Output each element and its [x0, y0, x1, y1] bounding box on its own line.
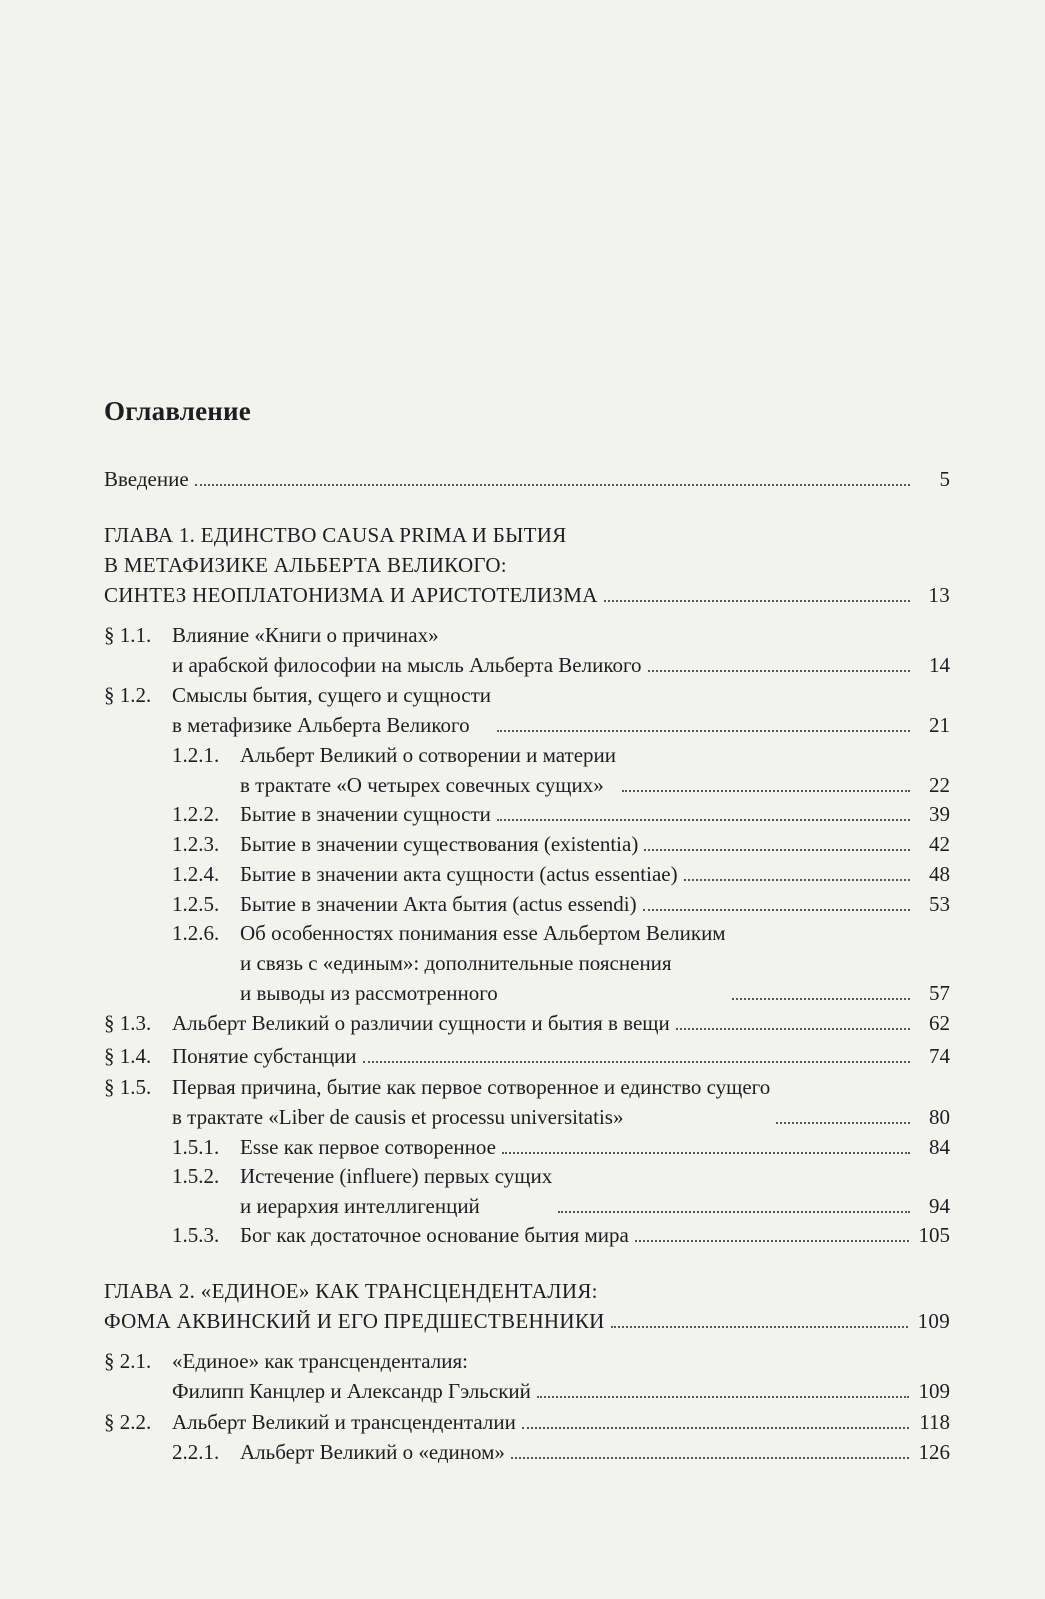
entry-text: Понятие субстанции — [172, 1044, 357, 1068]
entry-page: 53 — [929, 892, 950, 916]
entry-text: Смыслы бытия, сущего и сущности в метафизике Альберта Великого — [172, 683, 492, 737]
entry-number: 1.2.4. — [172, 862, 220, 886]
toc-entry — [172, 889, 950, 919]
entry-text: Влияние «Книги о причинах» и арабской философии на мысль Альберта Великого — [172, 623, 642, 677]
dot-leader — [643, 909, 910, 911]
entry-text: Альберт Великий о различии сущности и бытия в вещи — [172, 1011, 670, 1035]
entry-page: 84 — [929, 1135, 950, 1159]
dot-leader — [644, 849, 910, 851]
dot-leader — [511, 1457, 909, 1459]
entry-page: 22 — [929, 773, 950, 797]
toc-entry — [104, 1041, 950, 1071]
entry-number: 1.2.3. — [172, 832, 220, 856]
entry-page: 126 — [918, 1440, 950, 1464]
entry-page: 14 — [929, 653, 950, 677]
dot-leader — [676, 1028, 910, 1030]
entry-number: § 1.4. — [104, 1044, 152, 1068]
entry-page: 105 — [918, 1223, 950, 1247]
toc-entry — [104, 1346, 950, 1406]
entry-number: 1.2.1. — [172, 743, 220, 767]
entry-number: 1.2.2. — [172, 802, 220, 826]
entry-page: 39 — [929, 802, 950, 826]
entry-number: § 1.5. — [104, 1075, 152, 1099]
toc-entry — [172, 799, 950, 829]
entry-text: «Единое» как трансценденталия: Филипп Канцлер и Александр Гэльский — [172, 1349, 531, 1403]
entry-page: 13 — [928, 583, 950, 607]
dot-leader — [648, 670, 910, 672]
toc-entry — [172, 1437, 950, 1467]
toc-entry — [172, 1161, 950, 1221]
dot-leader — [497, 730, 910, 732]
toc-entry — [104, 1072, 950, 1132]
entry-text: Бытие в значении акта сущности (actus essentiae) — [240, 862, 678, 886]
toc-heading: Оглавление — [104, 396, 251, 426]
dot-leader — [502, 1152, 910, 1154]
entry-page: 109 — [917, 1309, 950, 1333]
entry-page: 109 — [918, 1379, 950, 1403]
dot-leader — [635, 1240, 909, 1242]
entry-text: Введение — [104, 467, 189, 491]
entry-page: 118 — [919, 1410, 950, 1434]
entry-page: 62 — [929, 1011, 950, 1035]
entry-number: § 1.2. — [104, 683, 152, 707]
toc-entry — [172, 859, 950, 889]
toc-entry — [104, 680, 950, 740]
dot-leader — [497, 819, 910, 821]
entry-page: 42 — [929, 832, 950, 856]
entry-number: 1.5.3. — [172, 1223, 220, 1247]
entry-number: 2.2.1. — [172, 1440, 220, 1464]
toc-entry — [172, 1220, 950, 1250]
toc-entry — [172, 740, 950, 800]
entry-page: 5 — [939, 467, 950, 491]
entry-text: Бог как достаточное основание бытия мира — [240, 1223, 629, 1247]
toc-entry — [172, 829, 950, 859]
entry-number: 1.5.1. — [172, 1135, 220, 1159]
entry-text: Esse как первое сотворенное — [240, 1135, 496, 1159]
entry-page: 80 — [929, 1105, 950, 1129]
toc-entry — [172, 918, 950, 1008]
dot-leader — [363, 1061, 910, 1063]
entry-number: § 1.3. — [104, 1011, 152, 1035]
entry-number: § 1.1. — [104, 623, 152, 647]
entry-text: Альберт Великий и трансценденталии — [172, 1410, 516, 1434]
entry-text: Альберт Великий о «едином» — [240, 1440, 505, 1464]
entry-page: 57 — [929, 981, 950, 1005]
dot-leader — [684, 879, 910, 881]
entry-text: ГЛАВА 1. ЕДИНСТВО CAUSA PRIMA И БЫТИЯ В МЕТАФИЗИКЕ АЛЬБЕРТА ВЕЛИКОГО: СИНТЕЗ НЕОПЛАТОНИЗМА И АРИСТОТЕЛИЗМА — [104, 523, 598, 607]
dot-leader — [195, 484, 910, 486]
entry-page: 94 — [929, 1194, 950, 1218]
entry-number: 1.5.2. — [172, 1164, 220, 1188]
entry-number: 1.2.6. — [172, 921, 220, 945]
entry-page: 48 — [929, 862, 950, 886]
toc-entry — [104, 1008, 950, 1038]
entry-text: Первая причина, бытие как первое сотворенное и единство сущего в трактате «Liber de causis et processu universitatis» — [172, 1075, 771, 1129]
entry-text: Альберт Великий о сотворении и материи в трактате «О четырех совечных сущих» — [240, 743, 616, 797]
dot-leader — [604, 600, 910, 602]
toc-chapter-entry — [104, 1276, 950, 1336]
toc-entry — [104, 620, 950, 680]
entry-text: ГЛАВА 2. «ЕДИНОЕ» КАК ТРАНСЦЕНДЕНТАЛИЯ: ФОМА АКВИНСКИЙ И ЕГО ПРЕДШЕСТВЕННИКИ — [104, 1279, 605, 1333]
dot-leader — [732, 998, 910, 1000]
dot-leader — [537, 1396, 909, 1398]
toc-entry — [104, 464, 950, 494]
dot-leader — [622, 790, 910, 792]
entry-text: Об особенностях понимания esse Альбертом Великим и связь с «единым»: дополнительные пояснения и выводы из рассмотренного — [240, 921, 726, 1005]
entry-number: § 2.2. — [104, 1410, 152, 1434]
toc-chapter-entry — [104, 520, 950, 610]
dot-leader — [522, 1427, 909, 1429]
toc-entry — [172, 1132, 950, 1162]
entry-page: 74 — [929, 1044, 950, 1068]
entry-number: § 2.1. — [104, 1349, 152, 1373]
entry-text: Истечение (influere) первых сущих и иерархия интеллигенций — [240, 1164, 553, 1218]
toc-entry — [104, 1407, 950, 1437]
entry-text: Бытие в значении Акта бытия (actus essendi) — [240, 892, 637, 916]
entry-page: 21 — [929, 713, 950, 737]
dot-leader — [611, 1326, 908, 1328]
dot-leader — [558, 1211, 910, 1213]
entry-number: 1.2.5. — [172, 892, 220, 916]
entry-text: Бытие в значении существования (existentia) — [240, 832, 639, 856]
entry-text: Бытие в значении сущности — [240, 802, 491, 826]
dot-leader — [776, 1122, 910, 1124]
